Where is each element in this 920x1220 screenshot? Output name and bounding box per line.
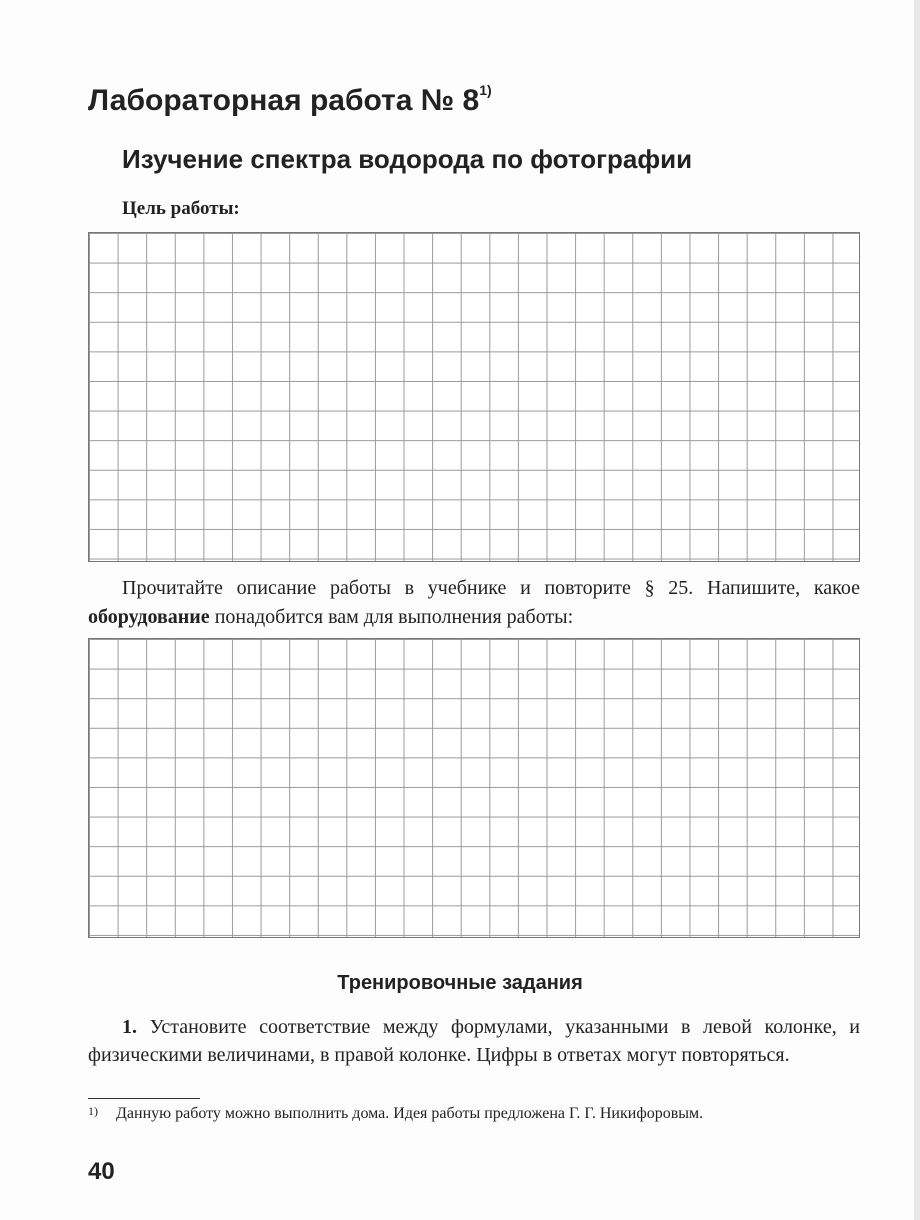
instructions-text-2: понадобится вам для выполнения работы:	[209, 606, 574, 628]
equipment-instructions	[88, 574, 860, 632]
instructions-bold-term: оборудование	[88, 606, 210, 628]
page-subtitle: Изучение спектра водорода по фотографии	[122, 144, 693, 174]
title-text: Лабораторная работа № 8	[88, 84, 480, 117]
equipment-writing-grid[interactable]	[88, 638, 860, 938]
title-footnote-marker: 1)	[479, 82, 492, 98]
page-number: 40	[88, 1158, 115, 1185]
instructions-text-1: Прочитайте описание работы в учебнике и повторите § 25. Напишите, какое	[122, 577, 860, 599]
task-1-text: Установите соответствие между формулами, указанными в левой колонке, и физическими величинами, в правой колонке. Цифры в ответах могут повторяться.	[88, 1016, 860, 1066]
page-title	[88, 84, 492, 118]
task-1	[88, 1013, 860, 1069]
footnote-marker: 1)	[88, 1104, 98, 1118]
goal-writing-grid[interactable]	[88, 232, 860, 562]
footnote	[88, 1103, 860, 1125]
footnote-text: Данную работу можно выполнить дома. Идея работы предложена Г. Г. Никифоровым.	[116, 1105, 704, 1122]
footnote-divider	[88, 1098, 200, 1099]
goal-label: Цель работы:	[122, 198, 240, 219]
training-heading: Тренировочные задания	[337, 972, 583, 994]
task-1-number: 1.	[122, 1016, 137, 1038]
